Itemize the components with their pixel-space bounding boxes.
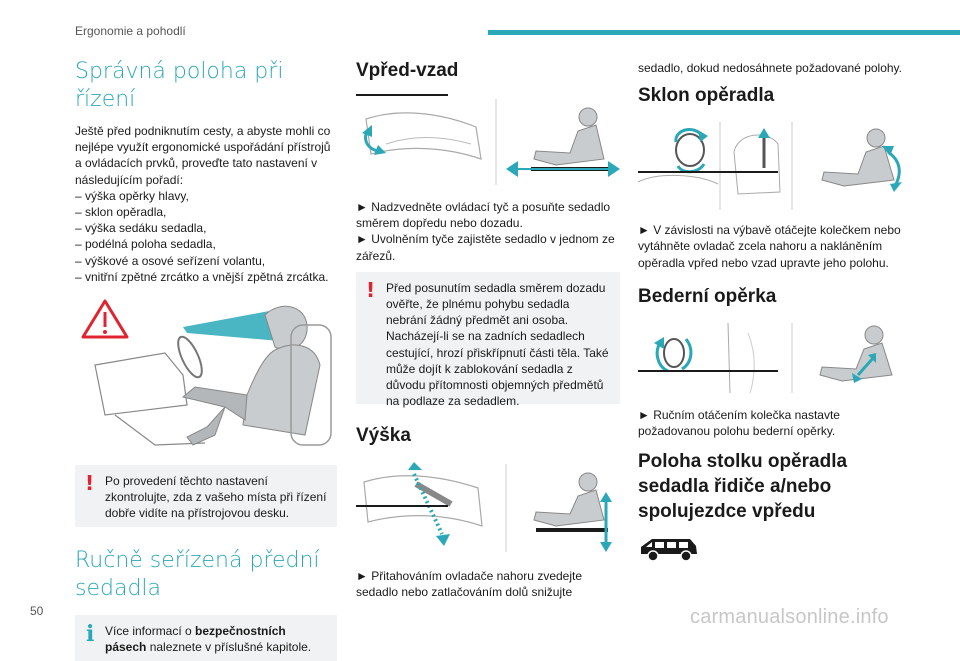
- warning-box: [75, 465, 337, 527]
- adjust-steps-list: [75, 188, 337, 285]
- header-section: Ergonomie a pohodlí: [75, 24, 186, 38]
- section-title-driving-position: Správná poloha při řízení: [75, 59, 284, 112]
- section-title-manual-seats: Ručně seřízená přední sedadla: [75, 548, 320, 602]
- title-underline: [356, 94, 448, 96]
- title-underline: [638, 370, 778, 372]
- backrest-instructions: ► V závislosti na výbavě otáčejte kolečkem nebo vytáhněte ovladač zcela nahoru a nakláněním opěradla vpřed nebo vzad upravte jeho polohu.: [638, 223, 901, 270]
- fore-aft-instructions: ► Nadzvedněte ovládací tyč a posuňte sedadlo směrem dopředu nebo dozadu. ► Uvolněním tyče zajistěte sedadlo v jednom ze zářezů.: [356, 200, 615, 263]
- height-instructions-continued: sedadlo, dokud nedosáhnete požadované polohy.: [638, 61, 902, 75]
- section-title-seat-table: Poloha stolku opěradla sedadla řidiče a/nebo spolujezdce vpředu: [638, 451, 848, 523]
- height-adjust-illustration: [356, 464, 620, 552]
- list-item: – sklon opěradla,: [75, 205, 167, 220]
- warning-text: Po provedení těchto nastavení zkontrolujte, zda z vašeho místa při řízení dobře vidíte na přístrojovou desku.: [105, 474, 327, 521]
- fore-aft-illustration: [356, 99, 620, 185]
- lumbar-instructions: ► Ručním otáčením kolečka nastavte požadovanou polohu bederní opěrky.: [638, 407, 840, 439]
- watermark: carmanualsonline.info: [690, 606, 889, 628]
- column-2: [356, 50, 620, 600]
- backrest-angle-illustration: [638, 122, 908, 210]
- list-item: – výškové a osové seřízení volantu,: [75, 253, 266, 268]
- column-3: [638, 50, 908, 564]
- title-underline: [356, 505, 448, 507]
- title-underline: [638, 171, 778, 173]
- info-icon: i: [86, 621, 95, 648]
- list-item: – vnitřní zpětné zrcátko a vnější zpětná zrcátka.: [75, 269, 329, 284]
- driving-position-illustration: [75, 295, 337, 455]
- info-text: Více informací o bezpečnostních pásech naleznete v příslušné kapitole.: [105, 624, 312, 655]
- section-title-backrest-angle: Sklon opěradla: [638, 85, 775, 107]
- list-item: – výška sedáku sedadla,: [75, 221, 207, 236]
- warning-box: [356, 272, 620, 409]
- section-title-height: Výška: [356, 424, 411, 446]
- column-1: [75, 50, 337, 661]
- warning-icon: !: [366, 277, 376, 302]
- intro-text: Ještě před podniknutím cesty, a abyste mohli co nejlépe využít ergonomické uspořádání přístrojů a ovládacích prvků, proveďte tato nastavení v následujícím pořadí:: [75, 124, 331, 187]
- page-number: 50: [30, 604, 44, 618]
- list-item: – výška opěrky hlavy,: [75, 188, 189, 203]
- vehicle-icon: [638, 536, 700, 564]
- info-link-seatbelts: bezpečnostních pásech: [105, 624, 286, 655]
- section-title-lumbar: Bederní opěrka: [638, 285, 777, 307]
- list-item: – podélná poloha sedadla,: [75, 237, 216, 252]
- lumbar-illustration: [638, 323, 908, 393]
- header-accent-bar: [488, 30, 960, 35]
- warning-icon: !: [85, 471, 95, 496]
- info-box: [75, 615, 337, 661]
- height-instructions: ► Přitahováním ovladače nahoru zvedejte sedadlo nebo zatlačováním dolů snižujte: [356, 568, 583, 600]
- section-title-fore-aft: Vpřed-vzad: [356, 60, 459, 81]
- warning-text: Před posunutím sedadla směrem dozadu ověřte, že plnému pohybu sedadla nebrání žádný předmět ani osoba. Nacházejí-li se na zadních sedadlech cestující, hrozí přiskřípnutí části těla. Také může dojít k zablokování sedadla z důvodu přítomnosti objemných předmětů na podlaze za sedadlem.: [386, 280, 609, 409]
